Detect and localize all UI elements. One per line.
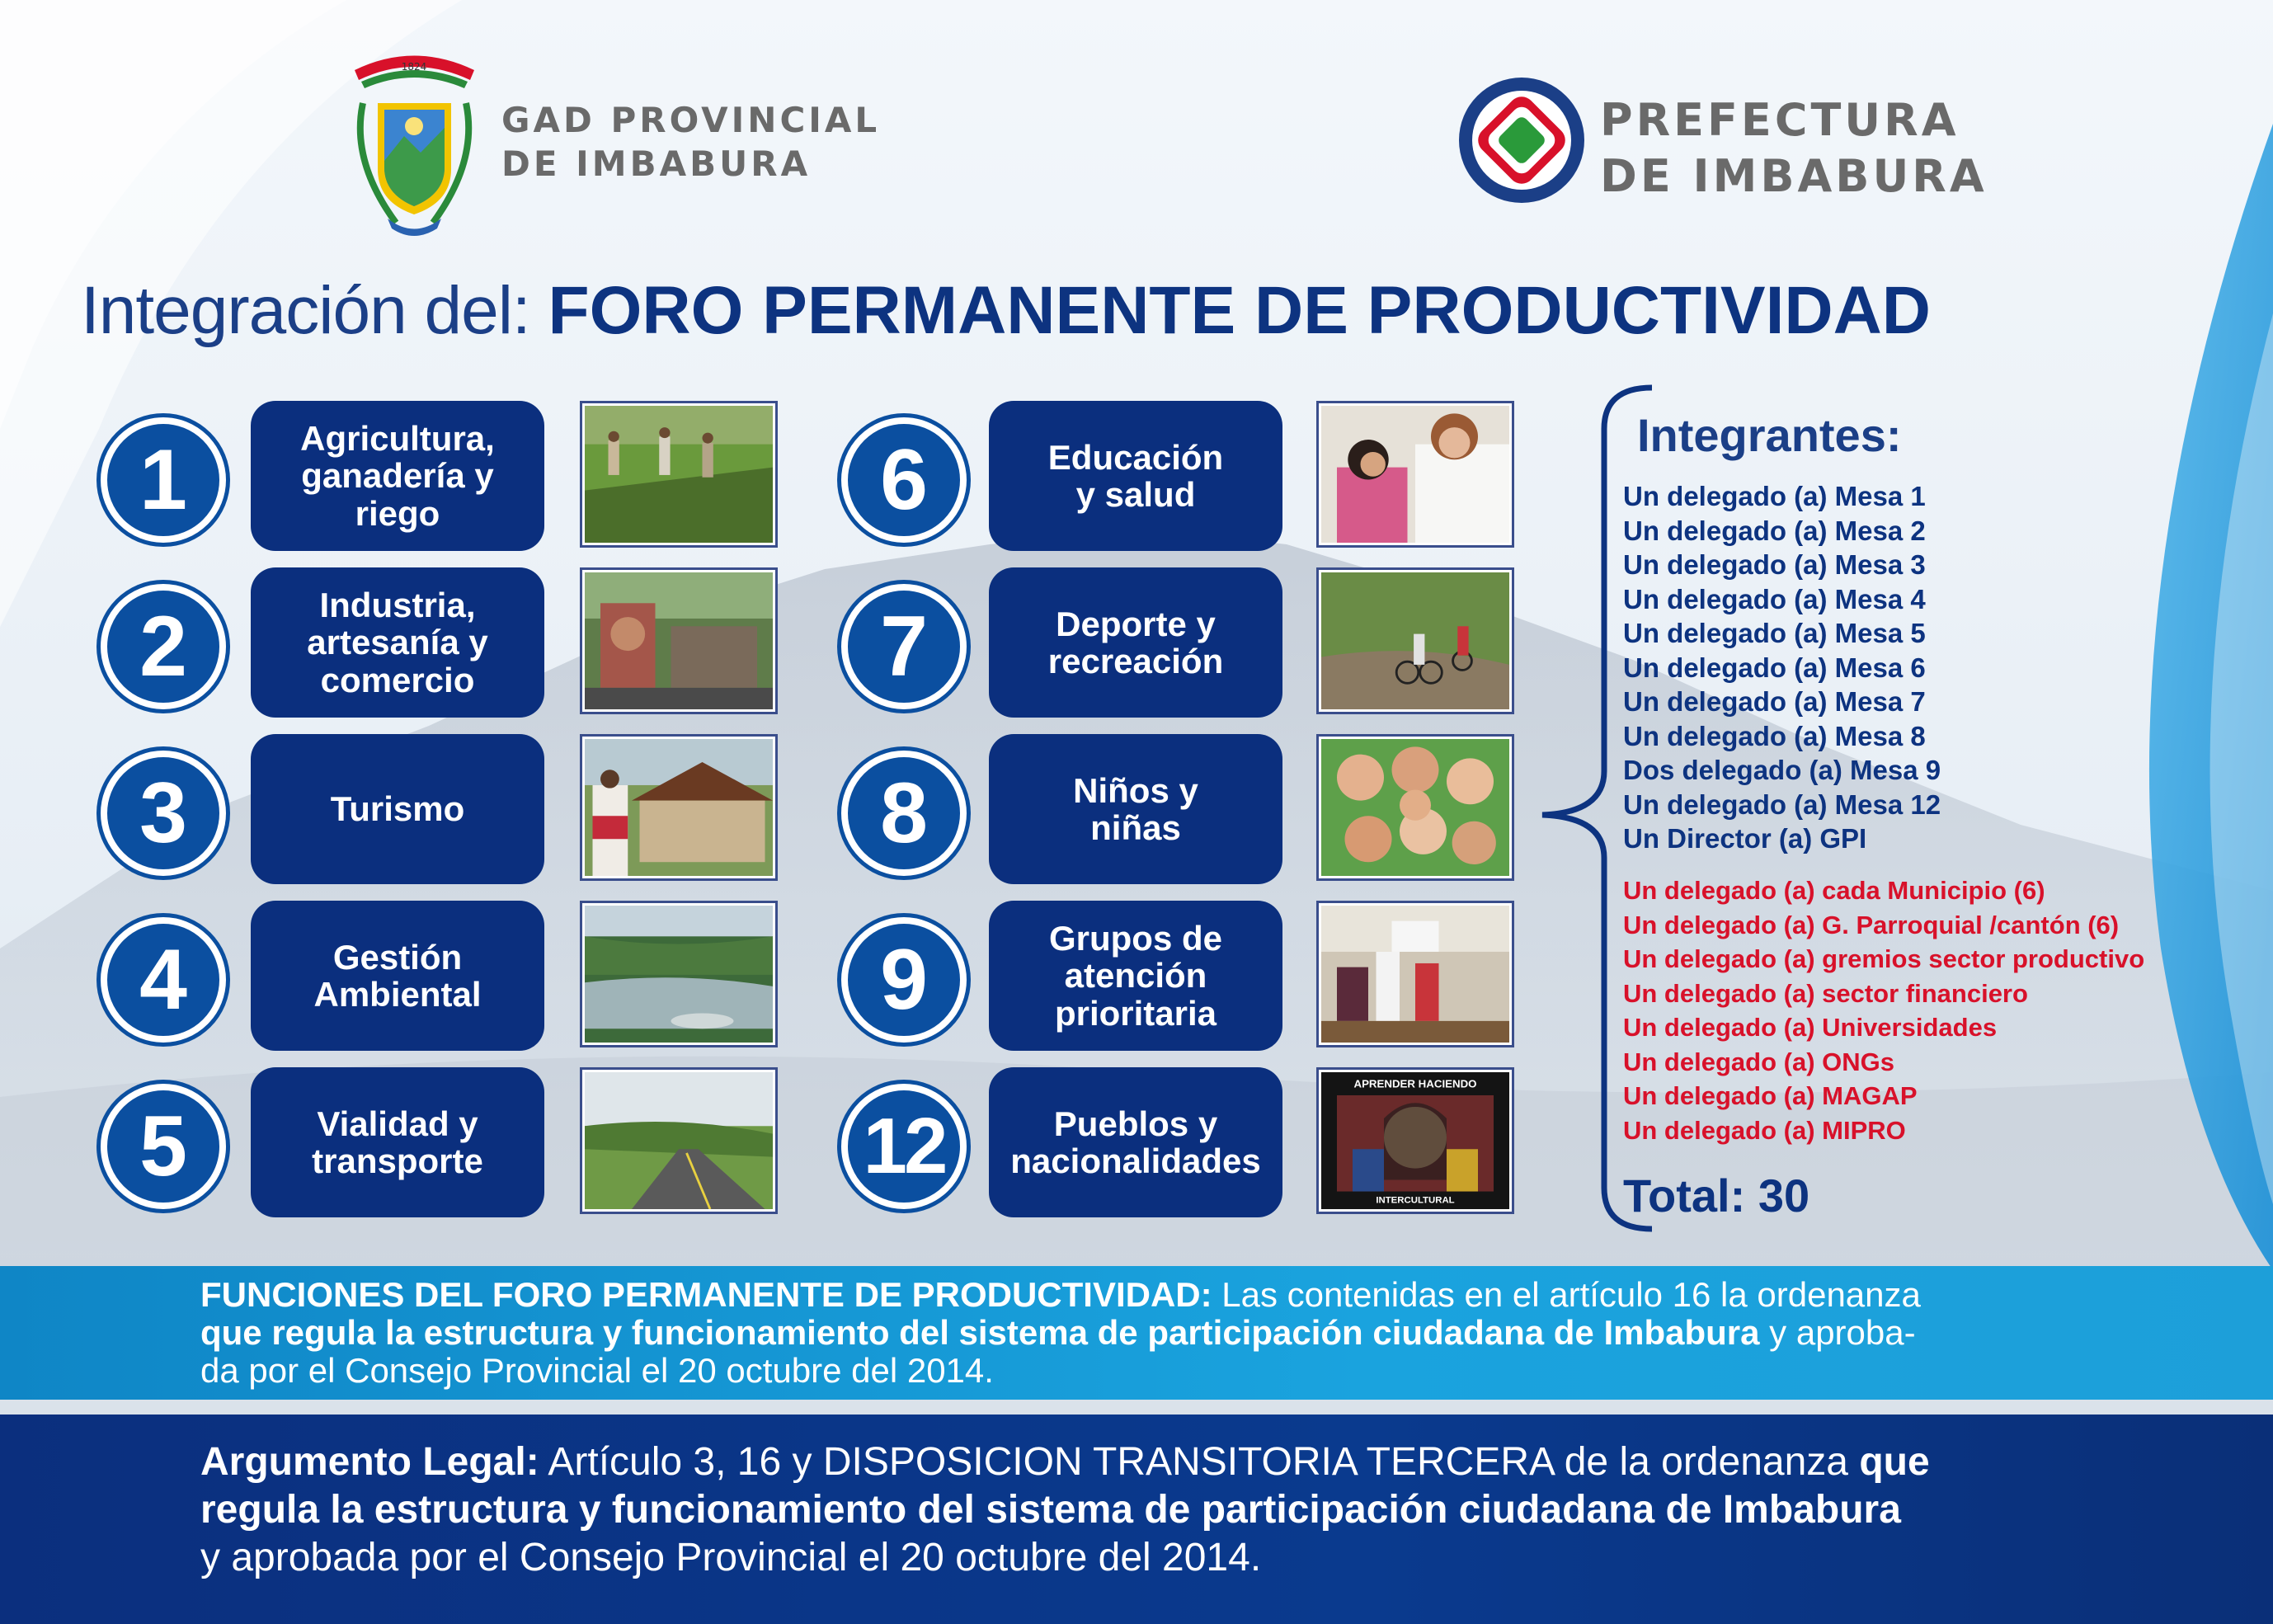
mesa-label-1: Agricultura, ganadería y riego bbox=[300, 418, 495, 533]
prefectura-line-1: PREFECTURA bbox=[1600, 94, 1960, 146]
integrante-item: Un delegado (a) Mesa 4 bbox=[1623, 583, 1926, 614]
mesa-label-7: Deporte y recreación bbox=[1047, 604, 1224, 680]
prefectura-line-2: DE IMBABURA bbox=[1600, 149, 1988, 202]
mesa-card-5 bbox=[251, 1067, 544, 1217]
integrante-item: Un delegado (a) Mesa 3 bbox=[1623, 549, 1926, 580]
mesa-label-9: Grupos de atención prioritaria bbox=[1048, 918, 1223, 1033]
intercultural-poster-photo bbox=[1316, 1067, 1514, 1214]
mesa-card-6 bbox=[989, 401, 1282, 551]
gad-line-2: DE IMBABURA bbox=[501, 143, 812, 184]
mesa-number-1: 1 bbox=[101, 417, 226, 543]
integrante-item: Un delegado (a) Mesa 7 bbox=[1623, 686, 1926, 717]
mesa-card-9 bbox=[989, 901, 1282, 1051]
integrante-item: Un delegado (a) gremios sector productivo bbox=[1623, 944, 2145, 973]
integrante-item: Un delegado (a) cada Municipio (6) bbox=[1623, 876, 2045, 905]
integrante-item: Dos delegado (a) Mesa 9 bbox=[1623, 755, 1941, 785]
argumento-line-2-bold: regula la estructura y funcionamiento del sistema de participación ciudadana de Imbabura bbox=[200, 1488, 1901, 1532]
funciones-text bbox=[200, 1276, 1921, 1390]
poster-top-text: APRENDER HACIENDO bbox=[1353, 1077, 1477, 1090]
mesa-number-4: 4 bbox=[101, 917, 226, 1043]
argumento-line-1-bold: Argumento Legal: bbox=[200, 1440, 539, 1484]
argumento-line-3: y aprobada por el Consejo Provincial el 20 octubre del 2014. bbox=[200, 1536, 1262, 1579]
funciones-line-2: y aproba- bbox=[1759, 1313, 1916, 1352]
page-title bbox=[81, 272, 2225, 350]
mesa-number-3: 3 bbox=[101, 751, 226, 876]
poster-bottom-text: INTERCULTURAL bbox=[1376, 1195, 1455, 1206]
integrante-item: Un delegado (a) Mesa 2 bbox=[1623, 515, 1926, 546]
mesa-number-6: 6 bbox=[841, 417, 967, 543]
funciones-line-2-bold: que regula la estructura y funcionamiento del sistema de participación ciudadana de Imbabura bbox=[200, 1313, 1760, 1352]
doctor-child-photo bbox=[1316, 401, 1514, 548]
integrantes-heading: Integrantes: bbox=[1637, 409, 1902, 461]
mesa-card-8 bbox=[989, 734, 1282, 884]
farmers-field-photo bbox=[580, 401, 778, 548]
mesa-card-12 bbox=[989, 1067, 1282, 1217]
mesa-number-7: 7 bbox=[841, 584, 967, 709]
funciones-line-3: da por el Consejo Provincial el 20 octubre del 2014. bbox=[200, 1351, 994, 1390]
integrantes-blue-list bbox=[1623, 479, 1941, 856]
mesa-label-4: Gestión Ambiental bbox=[313, 937, 482, 1014]
mesa-number-9: 9 bbox=[841, 917, 967, 1043]
priority-groups-photo bbox=[1316, 901, 1514, 1047]
mesa-label-3: Turismo bbox=[330, 789, 465, 829]
total-count: Total: 30 bbox=[1623, 1170, 1810, 1222]
integrante-item: Un delegado (a) Mesa 1 bbox=[1623, 481, 1926, 511]
mesa-label-12: Pueblos y nacionalidades bbox=[1010, 1104, 1261, 1180]
mesa-card-1 bbox=[251, 401, 544, 551]
mesa-label-6: Educación y salud bbox=[1047, 437, 1224, 514]
integrante-item: Un delegado (a) MAGAP bbox=[1623, 1081, 1918, 1110]
craft-market-photo bbox=[580, 567, 778, 714]
cyclists-photo bbox=[1316, 567, 1514, 714]
children-photo bbox=[1316, 734, 1514, 881]
river-photo bbox=[580, 901, 778, 1047]
prefectura-logo-icon bbox=[1456, 74, 1588, 206]
mesa-card-7 bbox=[989, 567, 1282, 718]
mesa-number-2: 2 bbox=[101, 584, 226, 709]
mesa-number-5: 5 bbox=[101, 1084, 226, 1209]
mesa-label-8: Niños y niñas bbox=[1073, 770, 1198, 847]
mesa-number-8: 8 bbox=[841, 751, 967, 876]
integrante-item: Un delegado (a) Universidades bbox=[1623, 1013, 1998, 1042]
mesa-card-4 bbox=[251, 901, 544, 1051]
integrantes-red-list bbox=[1623, 873, 2144, 1147]
mesa-card-2 bbox=[251, 567, 544, 718]
integrante-item: Un delegado (a) ONGs bbox=[1623, 1047, 1894, 1076]
integrante-item: Un delegado (a) Mesa 6 bbox=[1623, 652, 1926, 683]
prefectura-logo-text bbox=[1600, 92, 1988, 204]
gad-year-text: 1824 bbox=[401, 61, 427, 73]
coat-of-arms-logo bbox=[346, 45, 482, 239]
mesa-label-2: Industria, artesanía y comercio bbox=[307, 585, 488, 699]
mesa-label-5: Vialidad y transporte bbox=[312, 1104, 483, 1180]
title-main: FORO PERMANENTE DE PRODUCTIVIDAD bbox=[548, 273, 1932, 348]
funciones-line-1: Las contenidas en el artículo 16 la ordenanza bbox=[1212, 1275, 1921, 1314]
integrante-item: Un delegado (a) G. Parroquial /cantón (6) bbox=[1623, 910, 2120, 939]
integrante-item: Un delegado (a) MIPRO bbox=[1623, 1115, 1906, 1145]
integrante-item: Un delegado (a) Mesa 12 bbox=[1623, 788, 1941, 820]
title-prefix: Integración del: bbox=[81, 273, 548, 348]
integrante-item: Un delegado (a) Mesa 8 bbox=[1623, 720, 1926, 751]
mesa-number-12: 12 bbox=[841, 1084, 967, 1209]
argumento-line-1-bold2: que bbox=[1859, 1440, 1930, 1484]
argumento-line-1: Artículo 3, 16 y DISPOSICION TRANSITORIA TERCERA de la ordenanza bbox=[539, 1440, 1860, 1484]
gad-logo-text bbox=[501, 99, 880, 186]
mesa-card-3 bbox=[251, 734, 544, 884]
integrante-item: Un delegado (a) Mesa 5 bbox=[1623, 618, 1926, 648]
gad-line-1: GAD PROVINCIAL bbox=[501, 100, 881, 140]
argumento-text bbox=[200, 1438, 1930, 1582]
funciones-line-1-bold: FUNCIONES DEL FORO PERMANENTE DE PRODUCTIVIDAD: bbox=[200, 1275, 1212, 1314]
road-photo bbox=[580, 1067, 778, 1214]
integrante-item: Un Director (a) GPI bbox=[1623, 823, 1867, 854]
tourism-house-photo bbox=[580, 734, 778, 881]
integrante-item: Un delegado (a) sector financiero bbox=[1623, 978, 2028, 1008]
